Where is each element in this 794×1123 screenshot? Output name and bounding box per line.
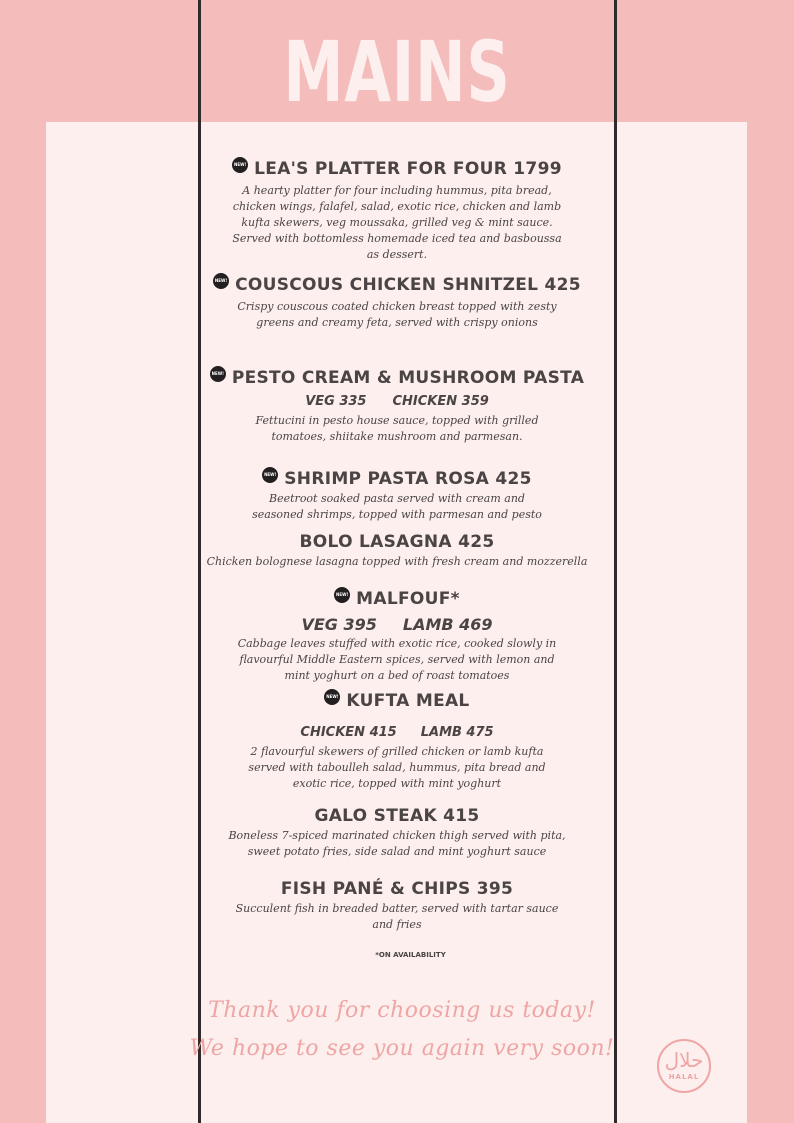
price-option: CHICKEN 359 [392,394,489,409]
menu-item [0,589,794,684]
page-title: MAINS [283,23,511,121]
item-description: A hearty platter for four including hummus, pita bread, chicken wings, falafel, salad, exotic rice, chicken and lamb kufta skewers, veg moussaka, grilled veg & mint sauce. Served with bottomless homemade iced tea and basboussa as dessert. [232,184,562,261]
price-option: CHICKEN 415 [300,725,397,740]
halal-label: HALAL [668,1073,700,1081]
menu-item [0,691,794,792]
menu-item [0,806,794,860]
item-name: LEA'S PLATTER FOR FOUR 1799 [254,159,562,179]
item-description: Crispy couscous coated chicken breast topped with zesty greens and creamy feta, served with crispy onions [237,300,557,329]
item-prices [0,615,794,634]
price-option: LAMB 475 [420,725,494,740]
item-prices [0,394,794,409]
menu-item [0,159,794,263]
item-description: Beetroot soaked pasta served with cream and seasoned shrimps, topped with parmesan and pesto [252,492,542,521]
item-description: Succulent fish in breaded batter, served with tartar sauce and fries [235,902,559,931]
menu-item [0,879,794,933]
availability-footnote: *ON AVAILABILITY [375,951,446,959]
item-description: Boneless 7-spiced marinated chicken thigh served with pita, sweet potato fries, side salad and mint yoghurt sauce [228,829,566,858]
item-name: BOLO LASAGNA 425 [299,532,495,552]
item-description: Cabbage leaves stuffed with exotic rice, cooked slowly in flavourful Middle Eastern spices, served with lemon and mint yoghurt on a bed of roast tomatoes [237,637,557,682]
thank-you-line: Thank you for choosing us today! [208,998,596,1023]
new-badge-icon: NEW! [213,273,229,289]
item-name: FISH PANÉ & CHIPS 395 [280,879,514,899]
price-option: LAMB 469 [402,615,493,634]
halal-arabic-text: حلال [664,1048,704,1072]
item-name: PESTO CREAM & MUSHROOM PASTA [231,368,585,388]
new-badge-icon: NEW! [232,157,248,173]
new-badge-icon: NEW! [324,689,340,705]
item-name: SHRIMP PASTA ROSA 425 [284,469,532,489]
menu-item [0,368,794,445]
price-option: VEG 395 [301,615,377,634]
item-name: KUFTA MEAL [346,691,470,711]
new-badge-icon: NEW! [334,587,350,603]
item-description: 2 flavourful skewers of grilled chicken or lamb kufta served with taboulleh salad, hummus, pita bread and exotic rice, topped with mint yoghurt [248,745,546,790]
new-badge-icon: NEW! [210,366,226,382]
see-you-again-line: We hope to see you again very soon! [189,1036,615,1061]
item-name: MALFOUF* [356,589,460,609]
item-name: GALO STEAK 415 [314,806,480,826]
menu-item [0,275,794,331]
item-name: COUSCOUS CHICKEN SHNITZEL 425 [235,275,581,295]
halal-logo-icon [657,1039,711,1093]
menu-item [0,532,794,570]
price-option: VEG 335 [305,394,367,409]
new-badge-icon: NEW! [262,467,278,483]
item-prices [0,725,794,740]
menu-item [0,469,794,523]
item-description: Fettucini in pesto house sauce, topped with grilled tomatoes, shiitake mushroom and parmesan. [255,414,539,443]
item-description: Chicken bolognese lasagna topped with fresh cream and mozzerella [206,555,588,568]
